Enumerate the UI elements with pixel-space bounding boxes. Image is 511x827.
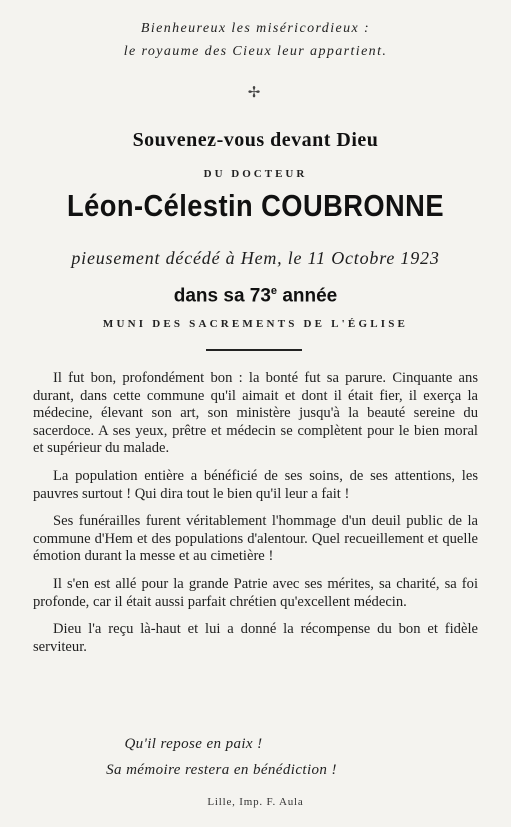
divider-rule xyxy=(206,349,302,351)
age-superscript: e xyxy=(270,285,278,297)
cross-ornament-icon: ✢ xyxy=(247,83,261,101)
death-date-line: pieusement décédé à Hem, le 11 Octobre 1923 xyxy=(71,248,440,268)
remembrance-heading: Souvenez-vous devant Dieu xyxy=(132,129,379,151)
doctor-title: DU DOCTEUR xyxy=(203,168,308,180)
deceased-name: Léon-Célestin COUBRONNE xyxy=(67,188,444,223)
age-rest: année xyxy=(277,285,338,307)
eulogy-paragraph: Il fut bon, profondément bon : la bonté fut sa parure. Cinquante ans durant, dans cette commune qu'il aimait et dont il était fier, il exerça la médecine, élevant son art, son ministère jusqu'à la beauté sereine du sacerdoce. A ses yeux, prêtre et médecin se complètent pour le bien moral et supérieur du malade. xyxy=(33,370,478,457)
epigraph-line-2: le royaume des Cieux leur appartient. xyxy=(123,44,388,59)
epigraph-line-1: Bienheureux les miséricordieux : xyxy=(140,21,371,36)
closing-prayer-line-2: Sa mémoire restera en bénédiction ! xyxy=(106,762,337,778)
eulogy-paragraph: Dieu l'a reçu là-haut et lui a donné la récompense du bon et fidèle serviteur. xyxy=(33,621,478,655)
eulogy-paragraph: Ses funérailles furent véritablement l'hommage d'un deuil public de la commune d'Hem et des populations d'alentour. Quel recueillement et quelle émotion durant la messe et au cimetière ! xyxy=(33,513,478,565)
age-line xyxy=(0,285,511,307)
closing-prayer-line-1: Qu'il repose en paix ! xyxy=(124,736,263,752)
sacraments-line: MUNI DES SACREMENTS DE L'ÉGLISE xyxy=(102,318,409,330)
eulogy-text xyxy=(33,370,478,666)
eulogy-paragraph: Il s'en est allé pour la grande Patrie avec ses mérites, sa charité, sa foi profonde, car il était aussi parfait chrétien qu'excellent médecin. xyxy=(33,575,478,610)
eulogy-paragraph: La population entière a bénéficié de ses soins, de ses attentions, les pauvres surtout ! Qui dira tout le bien qu'il leur a fait ! xyxy=(33,467,478,502)
printer-imprint: Lille, Imp. F. Aula xyxy=(207,796,304,808)
age-prefix: dans sa 73 xyxy=(173,285,271,307)
